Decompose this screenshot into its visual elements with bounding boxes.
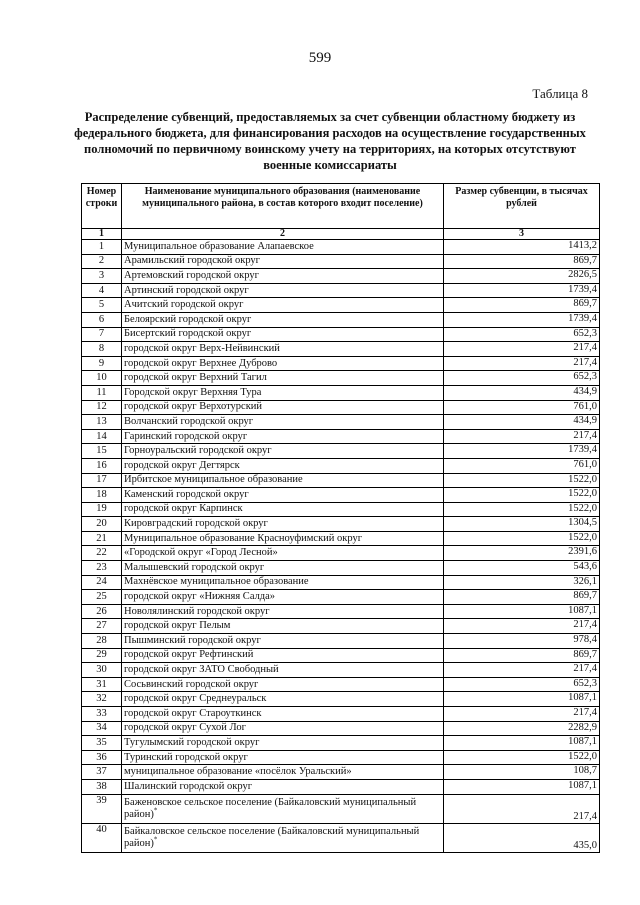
row-number: 17 [82,473,122,488]
subsidy-amount: 1522,0 [444,531,600,546]
municipality-name-text: Новолялинский городской округ [124,605,270,617]
table-row [82,823,600,852]
subsidy-amount: 869,7 [444,590,600,605]
municipality-name-text: Сосьвинский городской округ [124,678,259,690]
municipality-name-text: Бисертский городской округ [124,328,252,340]
table-row [82,298,600,313]
municipality-name [122,371,444,386]
table-row [82,517,600,532]
row-number: 28 [82,634,122,649]
municipality-name-text: Байкаловское сельское поселение (Байкаловский муниципальный район) [124,825,420,849]
table-row [82,604,600,619]
subsidy-amount: 869,7 [444,254,600,269]
municipality-name [122,342,444,357]
row-number: 38 [82,779,122,794]
municipality-name-text: городской округ Дегтярск [124,459,240,471]
municipality-name-text: городской округ Верх-Нейвинский [124,342,280,354]
municipality-name [122,604,444,619]
row-number: 24 [82,575,122,590]
subsidy-amount: 652,3 [444,327,600,342]
table-row [82,765,600,780]
subsidy-amount: 2826,5 [444,269,600,284]
table-row [82,429,600,444]
row-number: 2 [82,254,122,269]
municipality-name [122,502,444,517]
subsidy-amount: 108,7 [444,765,600,780]
row-number: 8 [82,342,122,357]
subsidy-amount: 2282,9 [444,721,600,736]
table-row [82,663,600,678]
subsidy-amount: 217,4 [444,794,600,823]
municipality-name-text: муниципальное образование «посёлок Уральский» [124,766,352,778]
row-number: 23 [82,561,122,576]
column-header-row-number: Номер строки [82,184,122,229]
subsidy-amount: 217,4 [444,356,600,371]
municipality-name-text: Муниципальное образование Красноуфимский округ [124,532,363,544]
row-number: 18 [82,488,122,503]
row-number: 25 [82,590,122,605]
municipality-name [122,400,444,415]
row-number: 40 [82,823,122,852]
table-row [82,794,600,823]
municipality-name-text: Кировградский городской округ [124,518,268,530]
subsidy-amount: 1739,4 [444,283,600,298]
municipality-name-text: Шалинский городской округ [124,780,253,792]
municipality-name [122,356,444,371]
municipality-name [122,488,444,503]
row-number: 5 [82,298,122,313]
table-row [82,561,600,576]
table-row [82,473,600,488]
subsidy-amount: 869,7 [444,648,600,663]
municipality-name [122,254,444,269]
row-number: 34 [82,721,122,736]
municipality-name [122,663,444,678]
municipality-name [122,429,444,444]
row-number: 3 [82,269,122,284]
subsidy-amount: 217,4 [444,429,600,444]
municipality-name-text: городской округ Рефтинский [124,649,254,661]
document-title: Распределение субвенций, предоставляемых за счет субвенции областному бюджету из федерального бюджета, для финансирования расходов на осуществление государственных полномочий по первичному воинскому учету на территориях, на которых отсутствуют военные комиссариаты [74,110,586,172]
row-number: 32 [82,692,122,707]
table-row [82,444,600,459]
table-row [82,400,600,415]
row-number: 7 [82,327,122,342]
municipality-name-text: Тугулымский городской округ [124,736,260,748]
municipality-name [122,473,444,488]
municipality-name-text: Малышевский городской округ [124,561,265,573]
municipality-name [122,779,444,794]
municipality-name [122,575,444,590]
municipality-name [122,619,444,634]
municipality-name-text: Баженовское сельское поселение (Байкаловский муниципальный район) [124,796,417,820]
footnote-mark: * [153,806,158,815]
municipality-name-text: Белоярский городской округ [124,313,252,325]
subsidy-amount: 217,4 [444,663,600,678]
table-row [82,385,600,400]
municipality-name-text: городской округ Верхотурский [124,401,263,413]
table-row [82,502,600,517]
table-row [82,692,600,707]
table-row [82,327,600,342]
subsidy-amount: 1087,1 [444,736,600,751]
table-row [82,546,600,561]
municipality-name-text: Артинский городской округ [124,284,249,296]
municipality-name [122,823,444,852]
municipality-name-text: Махнёвское муниципальное образование [124,576,309,588]
municipality-name [122,385,444,400]
subsidy-amount: 761,0 [444,400,600,415]
municipality-name [122,415,444,430]
table-row [82,283,600,298]
column-header-municipality: Наименование муниципального образования (наименование муниципального района, в состав которого входит поселение) [122,184,444,229]
table-row [82,371,600,386]
subsidy-amount: 435,0 [444,823,600,852]
municipality-name-text: городской округ «Нижняя Салда» [124,591,276,603]
subsidy-table [81,183,600,853]
row-number: 16 [82,458,122,473]
municipality-name [122,312,444,327]
table-row [82,458,600,473]
municipality-name [122,561,444,576]
row-number: 15 [82,444,122,459]
table-row [82,634,600,649]
municipality-name-text: Волчанский городской округ [124,415,254,427]
row-number: 27 [82,619,122,634]
municipality-name [122,517,444,532]
municipality-name [122,546,444,561]
municipality-name-text: городской округ ЗАТО Свободный [124,664,279,676]
municipality-name-text: Каменский городской округ [124,488,249,500]
row-number: 6 [82,312,122,327]
municipality-name [122,634,444,649]
subsidy-amount: 978,4 [444,634,600,649]
column-header-amount: Размер субвенции, в тысячах рублей [444,184,600,229]
subsidy-amount: 1522,0 [444,473,600,488]
subsidy-amount: 326,1 [444,575,600,590]
table-header-row [82,184,600,229]
row-number: 35 [82,736,122,751]
municipality-name [122,765,444,780]
row-number: 26 [82,604,122,619]
municipality-name [122,240,444,255]
subsidy-amount: 434,9 [444,415,600,430]
column-number-row [82,229,600,240]
municipality-name-text: городской округ Пелым [124,620,231,632]
municipality-name-text: Гаринский городской округ [124,430,248,442]
municipality-name-text: Городской округ Верхняя Тура [124,386,262,398]
page-number: 599 [308,50,332,66]
row-number: 14 [82,429,122,444]
table-row [82,619,600,634]
table-row [82,254,600,269]
municipality-name-text: Пышминский городской округ [124,634,261,646]
municipality-name-text: Арамильский городской округ [124,255,260,267]
municipality-name-text: городской округ Верхнее Дуброво [124,357,278,369]
subsidy-amount: 1087,1 [444,604,600,619]
municipality-name-text: Ачитский городской округ [124,299,244,311]
row-number: 9 [82,356,122,371]
table-row [82,269,600,284]
table-label: Таблица 8 [532,86,588,101]
municipality-name [122,707,444,722]
subsidy-amount: 652,3 [444,677,600,692]
municipality-name [122,458,444,473]
table-row [82,721,600,736]
table-row [82,356,600,371]
row-number: 19 [82,502,122,517]
municipality-name-text: Муниципальное образование Алапаевское [124,240,314,252]
municipality-name [122,269,444,284]
row-number: 30 [82,663,122,678]
municipality-name [122,794,444,823]
subsidy-amount: 1522,0 [444,488,600,503]
subsidy-amount: 1087,1 [444,692,600,707]
municipality-name-text: городской округ Староуткинск [124,707,262,719]
municipality-name-text: Туринский городской округ [124,751,248,763]
subsidy-amount: 1087,1 [444,779,600,794]
table-row [82,575,600,590]
table-row [82,736,600,751]
column-number-2: 2 [122,229,444,240]
municipality-name [122,721,444,736]
row-number: 4 [82,283,122,298]
municipality-name-text: городской округ Сухой Лог [124,722,246,734]
subsidy-amount: 1522,0 [444,750,600,765]
subsidy-amount: 543,6 [444,561,600,576]
municipality-name [122,736,444,751]
municipality-name [122,648,444,663]
subsidy-amount: 1522,0 [444,502,600,517]
subsidy-amount: 652,3 [444,371,600,386]
table-row [82,590,600,605]
municipality-name-text: Артемовский городской округ [124,269,259,281]
row-number: 1 [82,240,122,255]
subsidy-amount: 1304,5 [444,517,600,532]
municipality-name [122,750,444,765]
row-number: 36 [82,750,122,765]
table-row [82,648,600,663]
row-number: 13 [82,415,122,430]
row-number: 22 [82,546,122,561]
row-number: 11 [82,385,122,400]
row-number: 39 [82,794,122,823]
subsidy-amount: 217,4 [444,707,600,722]
row-number: 31 [82,677,122,692]
column-number-1: 1 [82,229,122,240]
row-number: 12 [82,400,122,415]
municipality-name [122,444,444,459]
municipality-name-text: «Городской округ «Город Лесной» [124,547,278,559]
municipality-name-text: городской округ Верхний Тагил [124,372,267,384]
municipality-name-text: Горноуральский городской округ [124,445,272,457]
municipality-name [122,531,444,546]
column-number-3: 3 [444,229,600,240]
subsidy-amount: 761,0 [444,458,600,473]
table-row [82,531,600,546]
row-number: 10 [82,371,122,386]
municipality-name [122,677,444,692]
municipality-name [122,692,444,707]
row-number: 20 [82,517,122,532]
row-number: 21 [82,531,122,546]
subsidy-amount: 1739,4 [444,312,600,327]
municipality-name [122,283,444,298]
table-row [82,750,600,765]
subsidy-amount: 1413,2 [444,240,600,255]
subsidy-amount: 217,4 [444,619,600,634]
table-row [82,707,600,722]
table-row [82,488,600,503]
municipality-name [122,298,444,313]
table-row [82,240,600,255]
row-number: 29 [82,648,122,663]
subsidy-amount: 217,4 [444,342,600,357]
row-number: 33 [82,707,122,722]
municipality-name-text: городской округ Карпинск [124,503,243,515]
row-number: 37 [82,765,122,780]
table-row [82,677,600,692]
footnote-mark: * [153,835,158,844]
subsidy-amount: 434,9 [444,385,600,400]
municipality-name-text: городской округ Среднеуральск [124,693,267,705]
subsidy-amount: 2391,6 [444,546,600,561]
table-row [82,779,600,794]
municipality-name [122,327,444,342]
subsidy-amount: 1739,4 [444,444,600,459]
table-row [82,312,600,327]
municipality-name [122,590,444,605]
table-row [82,415,600,430]
table-row [82,342,600,357]
subsidy-amount: 869,7 [444,298,600,313]
municipality-name-text: Ирбитское муниципальное образование [124,474,303,486]
